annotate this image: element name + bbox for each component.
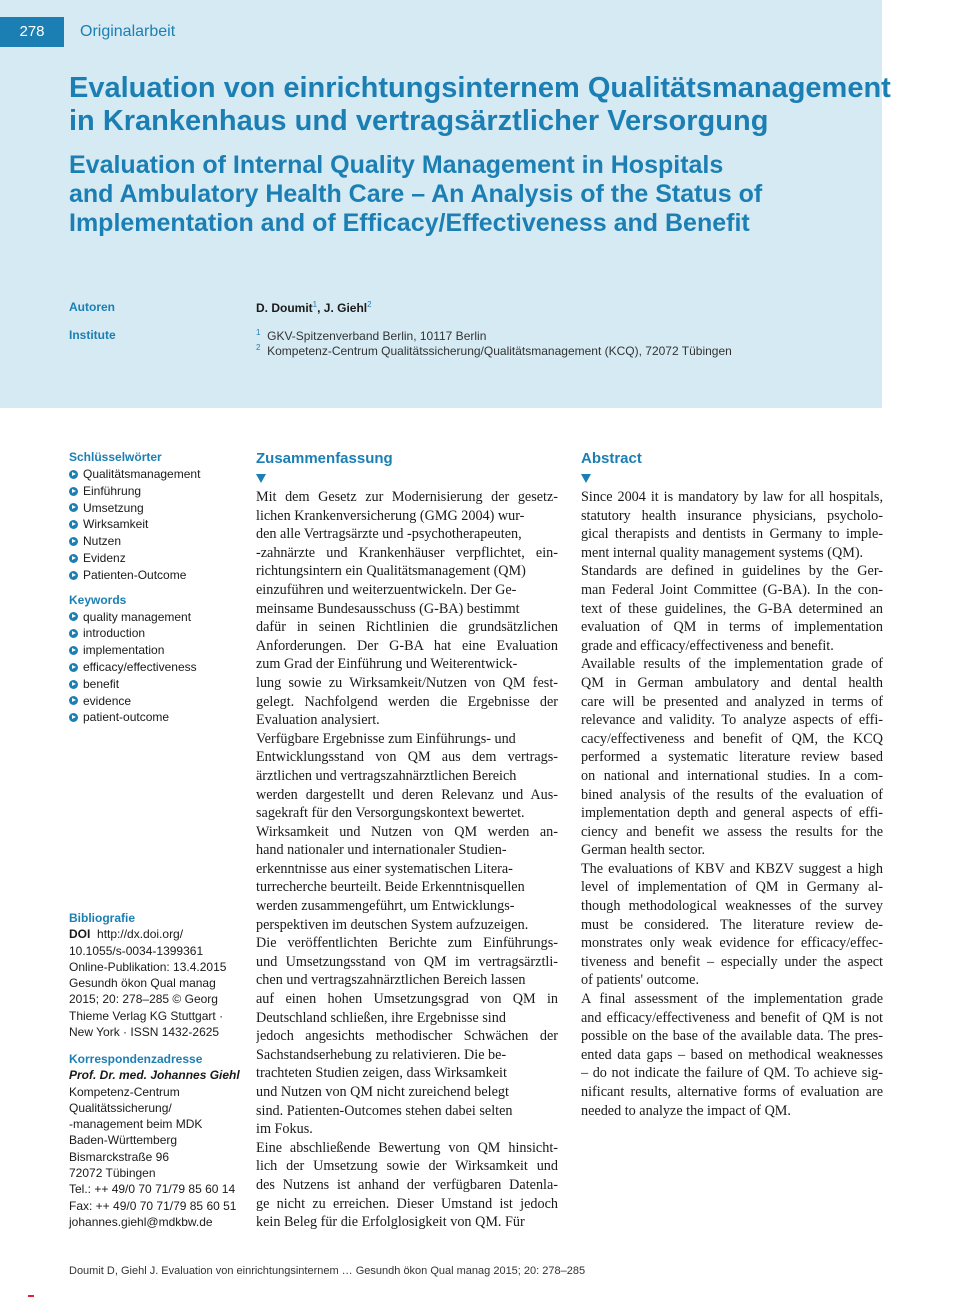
fax-line: Fax: ++ 49/0 70 71/79 85 60 51 bbox=[69, 1198, 237, 1213]
arrow-bullet-icon bbox=[69, 713, 78, 722]
text-line: gelegt. Nachfolgend werden die Ergebnisse der bbox=[256, 693, 558, 710]
text-line: Entwicklungsstand von QM aus dem vertrags- bbox=[256, 749, 558, 766]
title-english bbox=[69, 151, 859, 238]
arrow-bullet-icon bbox=[69, 646, 78, 655]
text-line: evaluation of QM in terms of implementation bbox=[581, 619, 883, 636]
abstract-body bbox=[581, 488, 883, 1120]
keyword-item bbox=[69, 483, 239, 500]
text-line: nificant results, alternative forms of evaluation are bbox=[581, 1084, 883, 1100]
keyword-item bbox=[69, 659, 239, 676]
text-line: cacy/effectiveness and benefit of QM, the KCQ bbox=[581, 730, 883, 747]
text-line: werden zusammengeführt, um Entwicklungs- bbox=[256, 898, 515, 915]
text-line: richtungsintern ein Qualitätsmanagement (QM) bbox=[256, 563, 526, 580]
text-line: monstrates only weak evidence for efficacy/effec- bbox=[581, 935, 883, 952]
text-line: einzuführen und weiterzuentwickeln. Der Ge- bbox=[256, 581, 517, 598]
triangle-down-icon bbox=[581, 474, 591, 483]
text-line: chen und vertragszahnärztlichen Bereich lassen bbox=[256, 972, 526, 989]
keyword-text: Wirksamkeit bbox=[83, 517, 149, 532]
text-line: Mit dem Gesetz zur Modernisierung der gesetz- bbox=[256, 489, 558, 505]
institute-sup: 1 bbox=[256, 328, 261, 337]
text-line: auf einen hohen Umsetzungsgrad von QM in bbox=[256, 991, 558, 1008]
text-line: und Nutzen von QM nicht zureichend belegt bbox=[256, 1084, 509, 1100]
phone-line: Tel.: ++ 49/0 70 71/79 85 60 14 bbox=[69, 1182, 236, 1197]
author-separator: , bbox=[317, 301, 324, 315]
doi-label: DOI bbox=[69, 927, 91, 942]
author-name: D. Doumit bbox=[256, 301, 313, 315]
text-line: perspektiven im deutschen System aufzuzeigen. bbox=[256, 916, 529, 933]
author-affiliation-sup: 2 bbox=[367, 300, 372, 309]
doi-line bbox=[69, 926, 249, 942]
doi-link[interactable]: http://dx.doi.org/ bbox=[97, 927, 184, 942]
crop-mark bbox=[28, 1295, 34, 1297]
keyword-item bbox=[69, 550, 239, 567]
text-line: bined analysis of the results of the evaluation of bbox=[581, 786, 883, 803]
arrow-bullet-icon bbox=[69, 470, 78, 479]
address-line: -management beim MDK bbox=[69, 1117, 203, 1132]
title-german-line: in Krankenhaus und vertragsärztlicher Versorgung bbox=[69, 105, 769, 137]
keyword-item bbox=[69, 676, 239, 693]
text-line: Verfügbare Ergebnisse zum Einführungs- und bbox=[256, 730, 516, 747]
text-line: lung sowie zu Wirksamkeit/Nutzen von QM fest- bbox=[256, 674, 558, 691]
text-line: implementation depth and general aspects of effi- bbox=[581, 805, 883, 822]
correspondence-block bbox=[69, 1051, 249, 1230]
institute-sup: 2 bbox=[256, 343, 261, 352]
authors bbox=[256, 300, 372, 315]
text-line: level of implementation of QM in Germany al- bbox=[581, 879, 883, 896]
text-line: zum Grad der Einführung und Weiterentwick- bbox=[256, 656, 518, 673]
text-line: statutory health insurance physicians, psycholo- bbox=[581, 507, 883, 524]
text-line: sagekraft für den Versorgungskontext bewertet. bbox=[256, 805, 525, 822]
text-line: gical therapists and dentists in Germany to imple- bbox=[581, 526, 883, 543]
schluesselwoerter-heading: Schlüsselwörter bbox=[69, 450, 162, 464]
text-line: meinsame Bundesausschuss (G-BA) bestimmt bbox=[256, 600, 520, 617]
text-line: lichen Krankenversicherung (GMG 2004) wur- bbox=[256, 507, 525, 524]
text-line: The evaluations of KBV and KBZV suggest a high bbox=[581, 860, 883, 877]
text-line: ment internal quality management systems (QM). bbox=[581, 544, 864, 561]
text-line: of patients' outcome. bbox=[581, 972, 699, 989]
text-line: Anforderungen. Der G-BA hat eine Evaluation bbox=[256, 637, 558, 654]
email-link[interactable]: johannes.giehl@mdkbw.de bbox=[69, 1214, 213, 1229]
keyword-text: Patienten-Outcome bbox=[83, 567, 187, 582]
arrow-bullet-icon bbox=[69, 629, 78, 638]
keyword-item bbox=[69, 500, 239, 517]
text-line: Sachstandserhebung zu relativieren. Die be- bbox=[256, 1046, 507, 1063]
text-line: werden dargestellt und deren Relevanz und Aus- bbox=[256, 786, 558, 803]
keyword-item bbox=[69, 516, 239, 533]
text-line: turrecherche beurteilt. Beide Erkenntnisquellen bbox=[256, 879, 525, 896]
text-line: trachteten Studien zeigen, dass Wirksamkeit bbox=[256, 1065, 507, 1082]
keyword-text: introduction bbox=[83, 626, 146, 641]
text-line: German health sector. bbox=[581, 842, 706, 859]
arrow-bullet-icon bbox=[69, 520, 78, 529]
schluesselwoerter-list bbox=[69, 466, 239, 584]
text-line: care will be presented and analyzed in terms of bbox=[581, 693, 883, 710]
bibliography-block bbox=[69, 910, 249, 1040]
correspondence-name: Prof. Dr. med. Johannes Giehl bbox=[69, 1068, 240, 1083]
keyword-item bbox=[69, 625, 239, 642]
text-line: though methodological weaknesses of the survey bbox=[581, 898, 883, 915]
text-line: must be considered. The literature review de- bbox=[581, 916, 883, 933]
keyword-text: benefit bbox=[83, 676, 120, 691]
address-line: Kompetenz-Centrum bbox=[69, 1084, 180, 1099]
footer-citation: Doumit D, Giehl J. Evaluation von einrichtungsinternem … Gesundh ökon Qual manag 2015; 20: 278–285 bbox=[69, 1265, 586, 1277]
keywords-heading: Keywords bbox=[69, 592, 127, 607]
arrow-bullet-icon bbox=[69, 537, 78, 546]
text-line: QM in German ambulatory and dental health bbox=[581, 674, 883, 691]
arrow-bullet-icon bbox=[69, 487, 78, 496]
bibliography-line: 2015; 20: 278–285 © Georg bbox=[69, 992, 218, 1007]
title-english-line: Evaluation of Internal Quality Management in Hospitals bbox=[69, 151, 724, 179]
doi-value[interactable]: 10.1055/s-0034-1399361 bbox=[69, 943, 204, 958]
address-line: 72072 Tübingen bbox=[69, 1166, 156, 1181]
text-line: man Federal Joint Committee (G-BA). In the con- bbox=[581, 581, 883, 598]
institute-1 bbox=[256, 328, 486, 343]
keyword-text: implementation bbox=[83, 643, 165, 658]
institute-text: Kompetenz-Centrum Qualitätssicherung/Qualitätsmanagement (KCQ), 72072 Tübingen bbox=[267, 344, 732, 358]
institute-text: GKV-Spitzenverband Berlin, 10117 Berlin bbox=[267, 329, 487, 343]
author-name: J. Giehl bbox=[323, 301, 368, 315]
bibliography-line: Gesundh ökon Qual manag bbox=[69, 976, 216, 991]
text-line: Eine abschließende Bewertung von QM hinsicht- bbox=[256, 1139, 558, 1156]
author-affiliation-sup: 1 bbox=[312, 300, 318, 309]
text-line: dafür in seinen Richtlinien die grundsätzlichen bbox=[256, 619, 558, 636]
text-line: relevance and validity. To analyze aspects of effi- bbox=[581, 712, 883, 729]
text-line: Available results of the implementation grade of bbox=[581, 656, 883, 673]
abstract-heading: Abstract bbox=[581, 450, 642, 467]
text-line: needed to analyze the impact of QM. bbox=[581, 1102, 791, 1119]
keyword-text: efficacy/effectiveness bbox=[83, 659, 197, 674]
title-german-line: Evaluation von einrichtungsinternem Qualitätsmanagement bbox=[69, 72, 891, 104]
address-line: Baden-Württemberg bbox=[69, 1133, 178, 1148]
text-line: und Umsetzungsstand von QM im vertragsärztli- bbox=[256, 953, 558, 970]
text-line: Die veröffentlichten Berichte zum Einführungs- bbox=[256, 935, 558, 952]
text-line: ge nicht zu erreichen. Dieser Umstand ist jedoch bbox=[256, 1195, 558, 1212]
correspondence-heading: Korrespondenzadresse bbox=[69, 1052, 203, 1066]
text-line: jedoch angesichts methodischer Schwächen der bbox=[256, 1028, 558, 1045]
arrow-bullet-icon bbox=[69, 503, 78, 512]
text-line: tiveness and benefit – especially under the aspect bbox=[581, 953, 883, 970]
keyword-text: quality management bbox=[83, 609, 192, 624]
text-line: ciency and benefit we assess the results for the bbox=[581, 823, 883, 840]
keyword-item bbox=[69, 609, 239, 626]
page-number: 278 bbox=[0, 17, 64, 47]
keyword-item bbox=[69, 466, 239, 483]
text-line: grade and efficacy/effectiveness and benefit. bbox=[581, 637, 834, 654]
triangle-down-icon bbox=[256, 474, 266, 483]
title-english-line: Implementation and of Efficacy/Effectiveness and Benefit bbox=[69, 209, 750, 237]
bibliography-line: Thieme Verlag KG Stuttgart · bbox=[69, 1008, 224, 1023]
text-line: hand nationaler und internationaler Studien- bbox=[256, 842, 507, 859]
text-line: A final assessment of the implementation grade bbox=[581, 991, 883, 1008]
text-line: Since 2004 it is mandatory by law for all hospitals, bbox=[581, 489, 883, 505]
keyword-item bbox=[69, 533, 239, 550]
bibliography-line: New York · ISSN 1432-2625 bbox=[69, 1025, 220, 1040]
text-line: im Fokus. bbox=[256, 1121, 313, 1138]
keyword-item bbox=[69, 709, 239, 726]
keyword-item bbox=[69, 642, 239, 659]
bibliography-line: Online-Publikation: 13.4.2015 bbox=[69, 959, 227, 974]
arrow-bullet-icon bbox=[69, 696, 78, 705]
keyword-text: Qualitätsmanagement bbox=[83, 467, 201, 481]
address-line: Bismarckstraße 96 bbox=[69, 1149, 170, 1164]
title-german bbox=[69, 72, 891, 138]
authors-label: Autoren bbox=[69, 300, 115, 314]
text-line: and efficacy/effectiveness and benefit of QM is not bbox=[581, 1009, 883, 1026]
text-line: kein Beleg für die Erfolglosigkeit von QM. Für bbox=[256, 1214, 525, 1231]
text-line: des Nutzens ist anhand der verfügbaren Datenla- bbox=[256, 1176, 558, 1193]
zusammenfassung-body bbox=[256, 488, 558, 1232]
text-line: Standards are defined in guidelines by the Ger- bbox=[581, 563, 883, 580]
text-line: Deutschland schließen, ihre Ergebnisse sind bbox=[256, 1009, 506, 1026]
keyword-text: Einführung bbox=[83, 483, 142, 498]
text-line: Evaluation analysiert. bbox=[256, 712, 380, 729]
title-english-line: and Ambulatory Health Care – An Analysis of the Status of bbox=[69, 180, 763, 208]
address-line: Qualitätssicherung/ bbox=[69, 1100, 172, 1115]
section-label: Originalarbeit bbox=[80, 23, 176, 40]
text-line: on national and international studies. In a com- bbox=[581, 767, 883, 784]
keyword-text: evidence bbox=[83, 693, 132, 708]
institutes-label: Institute bbox=[69, 328, 116, 342]
arrow-bullet-icon bbox=[69, 680, 78, 689]
keyword-text: Nutzen bbox=[83, 534, 122, 549]
text-line: ärztlichen und vertragszahnärztlichen Bereich bbox=[256, 767, 517, 784]
text-line: performed a systematic literature review based bbox=[581, 749, 883, 766]
text-line: erkenntnisse aus einer systematischen Litera- bbox=[256, 860, 513, 877]
keyword-item bbox=[69, 693, 239, 710]
arrow-bullet-icon bbox=[69, 554, 78, 563]
text-line: – do not indicate the failure of QM. To achieve sig- bbox=[581, 1065, 883, 1082]
bibliography-heading: Bibliografie bbox=[69, 911, 136, 925]
institute-2 bbox=[256, 343, 732, 358]
text-line: possible on the base of the available data. The pres- bbox=[581, 1028, 883, 1045]
text-line: lich der Umsetzung sowie der Wirksamkeit und bbox=[256, 1158, 558, 1175]
text-line: den alle Vertragsärzte und -psychotherapeuten, bbox=[256, 526, 522, 543]
keywords-list bbox=[69, 609, 239, 727]
keyword-item bbox=[69, 567, 239, 584]
text-line: Wirksamkeit und Nutzen von QM werden an- bbox=[256, 823, 558, 840]
arrow-bullet-icon bbox=[69, 663, 78, 672]
text-line: sind. Patienten-Outcomes stehen dabei selten bbox=[256, 1102, 513, 1119]
text-line: -zahnärzte und Krankenhäuser verpflichtet, ein- bbox=[256, 544, 558, 561]
keyword-text: patient-outcome bbox=[83, 710, 170, 725]
arrow-bullet-icon bbox=[69, 571, 78, 580]
text-line: ented data gaps – based on methodical weaknesses bbox=[581, 1046, 883, 1063]
keyword-text: Umsetzung bbox=[83, 500, 144, 515]
zusammenfassung-heading: Zusammenfassung bbox=[256, 450, 393, 467]
keywords-sidebar bbox=[69, 449, 239, 734]
arrow-bullet-icon bbox=[69, 612, 78, 621]
keyword-text: Evidenz bbox=[83, 550, 126, 565]
text-line: text of these guidelines, the G-BA determined an bbox=[581, 600, 883, 617]
